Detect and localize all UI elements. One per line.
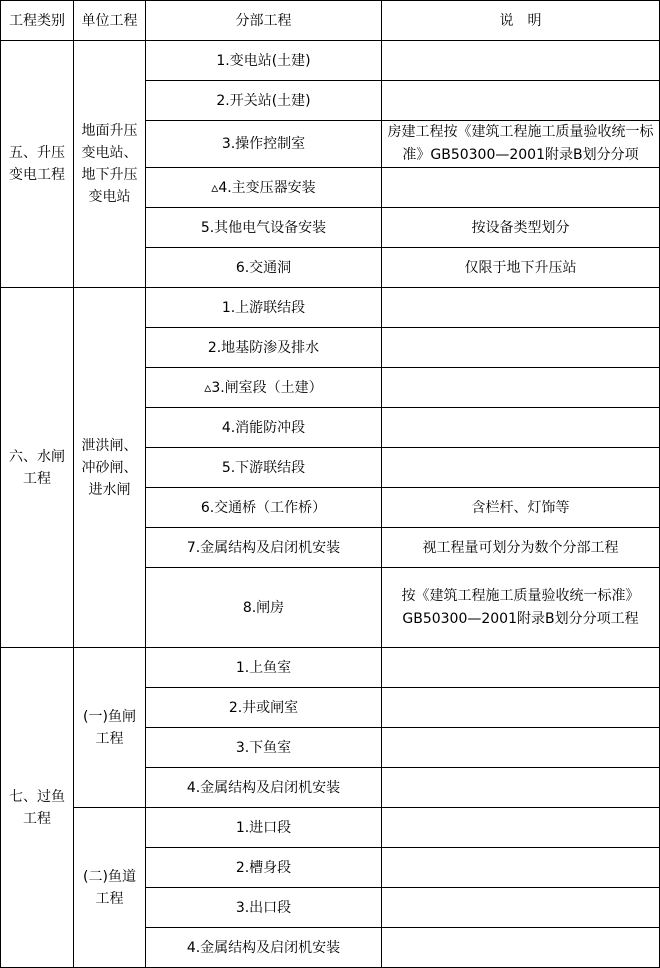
- division-cell: 4.金属结构及启闭机安装: [146, 928, 382, 968]
- note-cell: [382, 328, 660, 368]
- header-note: 说 明: [382, 1, 660, 41]
- division-cell: 8.闸房: [146, 568, 382, 648]
- division-cell: ▵4.主变压器安装: [146, 168, 382, 208]
- note-cell: 视工程量可划分为数个分部工程: [382, 528, 660, 568]
- note-cell: [382, 41, 660, 81]
- division-cell: 2.地基防渗及排水: [146, 328, 382, 368]
- note-cell: [382, 928, 660, 968]
- table-row: [1, 808, 660, 848]
- unit-cell-7-1: (一)鱼闸工程: [74, 648, 146, 808]
- division-cell: 1.变电站(土建): [146, 41, 382, 81]
- division-cell: 2.开关站(土建): [146, 81, 382, 121]
- division-cell: 7.金属结构及启闭机安装: [146, 528, 382, 568]
- header-unit: 单位工程: [74, 1, 146, 41]
- note-cell: 仅限于地下升压站: [382, 248, 660, 288]
- category-cell-7: 七、过鱼工程: [1, 648, 74, 968]
- division-cell: 6.交通桥（工作桥）: [146, 488, 382, 528]
- division-cell: 2.井或闸室: [146, 688, 382, 728]
- note-cell: [382, 81, 660, 121]
- division-cell: 6.交通洞: [146, 248, 382, 288]
- division-cell: 5.其他电气设备安装: [146, 208, 382, 248]
- division-cell: ▵3.闸室段（土建）: [146, 368, 382, 408]
- category-cell-5: 五、升压变电工程: [1, 41, 74, 288]
- division-cell: 3.出口段: [146, 888, 382, 928]
- unit-cell-6: 泄洪闸、冲砂闸、进水闸: [74, 288, 146, 648]
- unit-cell-5: 地面升压变电站、地下升压变电站: [74, 41, 146, 288]
- header-category: 工程类别: [1, 1, 74, 41]
- note-cell: 按《建筑工程施工质量验收统一标准》GB50300—2001附录B划分分项工程: [382, 568, 660, 648]
- note-cell: 按设备类型划分: [382, 208, 660, 248]
- header-row: [1, 1, 660, 41]
- category-cell-6: 六、水闸工程: [1, 288, 74, 648]
- header-division: 分部工程: [146, 1, 382, 41]
- note-cell: [382, 288, 660, 328]
- table-row: [1, 288, 660, 328]
- division-cell: 3.下鱼室: [146, 728, 382, 768]
- table-row: [1, 41, 660, 81]
- division-cell: 1.进口段: [146, 808, 382, 848]
- unit-cell-7-2: (二)鱼道工程: [74, 808, 146, 968]
- note-cell: [382, 768, 660, 808]
- note-cell: [382, 368, 660, 408]
- division-cell: 2.槽身段: [146, 848, 382, 888]
- note-cell: [382, 688, 660, 728]
- division-cell: 1.上游联结段: [146, 288, 382, 328]
- division-cell: 3.操作控制室: [146, 121, 382, 168]
- note-cell: [382, 648, 660, 688]
- table-row: [1, 648, 660, 688]
- note-cell: [382, 848, 660, 888]
- note-cell: 房建工程按《建筑工程施工质量验收统一标准》GB50300—2001附录B划分分项: [382, 121, 660, 168]
- note-cell: 含栏杆、灯饰等: [382, 488, 660, 528]
- division-cell: 5.下游联结段: [146, 448, 382, 488]
- note-cell: [382, 448, 660, 488]
- note-cell: [382, 408, 660, 448]
- note-cell: [382, 168, 660, 208]
- note-cell: [382, 728, 660, 768]
- note-cell: [382, 888, 660, 928]
- note-cell: [382, 808, 660, 848]
- division-cell: 1.上鱼室: [146, 648, 382, 688]
- division-cell: 4.金属结构及启闭机安装: [146, 768, 382, 808]
- division-cell: 4.消能防冲段: [146, 408, 382, 448]
